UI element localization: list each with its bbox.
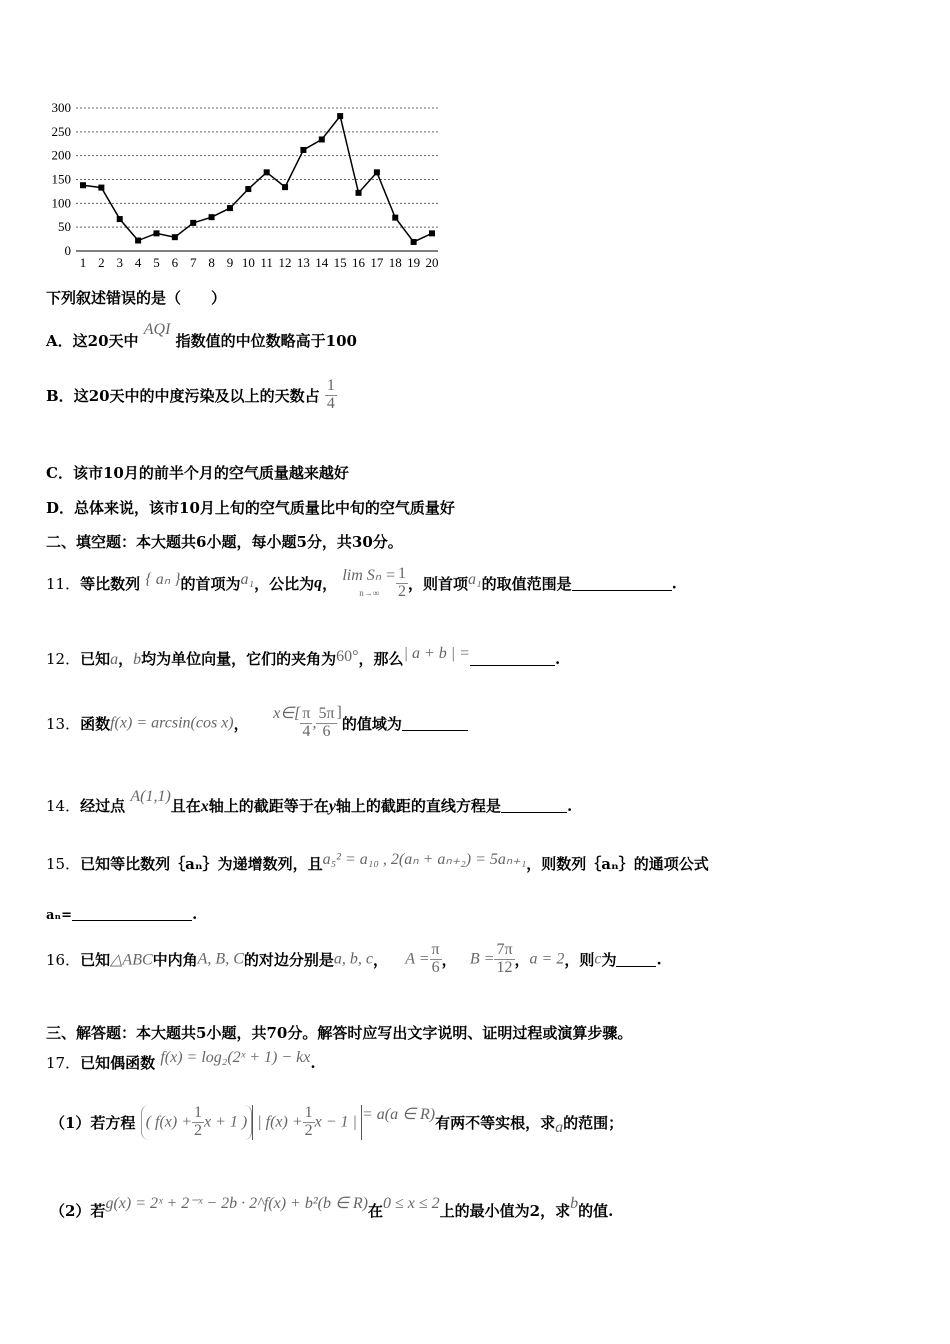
question-12: 12．已知a，b均为单位向量，它们的夹角为60°，那么| a + b | = . <box>46 645 561 668</box>
x-tick-label: 18 <box>388 255 402 270</box>
y-tick-label: 150 <box>51 171 71 187</box>
q13-answer-blank[interactable] <box>402 716 468 731</box>
data-point <box>319 136 325 142</box>
x-tick-label: 6 <box>171 255 179 270</box>
q17-g-function: g(x) = 2ˣ + 2⁻ˣ − 2b · 2^f(x) + b²(b ∈ R) <box>105 1195 368 1212</box>
data-point <box>227 205 233 211</box>
data-point <box>135 238 141 244</box>
option-b-text: 这20天中的中度污染及以上的天数占 <box>73 386 320 405</box>
x-tick-label: 9 <box>226 255 234 270</box>
q16-answer-blank[interactable] <box>616 952 656 967</box>
x-tick-label: 12 <box>278 255 292 270</box>
q10-option-d[interactable]: D．总体来说，该市10月上旬的空气质量比中旬的空气质量好 <box>46 499 455 517</box>
data-point <box>264 169 270 175</box>
x-tick-label: 13 <box>296 255 310 270</box>
section-3-heading: 三、解答题：本大题共5小题，共70分。解答时应写出文字说明、证明过程或演算步骤。 <box>46 1024 633 1042</box>
q13-function: f(x) = arcsin(cos x) <box>110 714 234 732</box>
data-point <box>190 220 196 226</box>
fraction-one-quarter: $\frac{1}{4}$ <box>326 377 335 412</box>
data-point <box>300 147 306 153</box>
q11-sequence: { aₙ } <box>145 571 181 589</box>
option-a-text-post: 指数值的中位数略高于100 <box>175 332 357 350</box>
data-point <box>80 182 86 188</box>
y-tick-label: 200 <box>51 147 71 163</box>
question-11: 11．等比数列 { aₙ }的首项为a₁，公比为q， lim Sₙ = n→∞ $\frac{1}{2}$ ，则首项a₁的取值范围是 . <box>46 565 677 600</box>
data-point <box>429 230 435 236</box>
x-tick-label: 8 <box>208 255 215 270</box>
data-point <box>117 216 123 222</box>
option-b-label: B． <box>46 386 74 405</box>
x-tick-label: 15 <box>333 255 347 270</box>
x-tick-label: 20 <box>425 255 439 270</box>
data-point <box>392 215 398 221</box>
question-17-part-1: （1）若方程 ( f(x) + $\frac{1}{2}$ x + 1 ) | f(x) + $\frac{1}{2}$ x − 1 | = a(a ∈ R)有两不等实根，求a的范围； <box>50 1104 624 1139</box>
question-14: 14．经过点 A(1,1)且在x轴上的截距等于在y轴上的截距的直线方程是 . <box>46 788 573 815</box>
aqi-line-chart <box>40 96 440 276</box>
y-tick-label: 0 <box>64 243 71 258</box>
x-tick-label: 14 <box>315 255 329 270</box>
option-a-label: A． <box>46 332 73 350</box>
x-tick-label: 11 <box>260 255 273 270</box>
x-tick-label: 10 <box>241 255 255 270</box>
q17-function: f(x) = log₂(2ˣ + 1) − kx <box>160 1049 311 1066</box>
q11-fraction: $\frac{1}{2}$ <box>397 565 406 600</box>
section-2-heading: 二、填空题：本大题共6小题，每小题5分，共30分。 <box>46 533 403 551</box>
question-13: 13．函数f(x) = arcsin(cos x)， x∈[ $\frac{\pi}{4}$ , $\frac{5\pi}{6}$ ]的值域为 <box>46 706 468 741</box>
data-point <box>282 184 288 190</box>
q12-norm: | a + b | = <box>403 645 470 662</box>
y-tick-label: 300 <box>51 100 71 115</box>
y-tick-label: 100 <box>51 195 71 211</box>
x-tick-label: 3 <box>116 255 123 270</box>
q11-limit: lim Sₙ = <box>342 566 396 584</box>
question-15-answer-line: aₙ= . <box>46 905 198 923</box>
q15-answer-blank[interactable] <box>72 906 192 921</box>
data-point <box>209 214 215 220</box>
x-tick-label: 5 <box>153 255 160 270</box>
q11-answer-blank[interactable] <box>572 576 672 591</box>
x-tick-label: 2 <box>98 255 105 270</box>
data-point <box>172 234 178 240</box>
x-tick-label: 16 <box>352 255 366 270</box>
data-point <box>245 186 251 192</box>
q11-number: 11． <box>46 574 81 593</box>
x-tick-label: 4 <box>134 255 142 270</box>
q10-stem: 下列叙述错误的是（ ） <box>46 289 227 307</box>
data-point <box>153 230 159 236</box>
data-point <box>98 185 104 191</box>
data-point <box>411 239 417 245</box>
q10-option-c[interactable]: C．该市10月的前半个月的空气质量越来越好 <box>46 464 349 482</box>
y-tick-label: 250 <box>51 123 71 139</box>
q14-answer-blank[interactable] <box>501 798 567 813</box>
q12-answer-blank[interactable] <box>470 651 555 666</box>
q10-option-a[interactable] <box>46 321 357 351</box>
x-tick-label: 17 <box>370 255 384 270</box>
data-point <box>356 190 362 196</box>
question-16: 16．已知△ABC中内角A, B, C的对边分别是a, b, c， A = $\frac{\pi}{6}$ ， B = $\frac{7\pi}{12}$ ，a = 2，则c为 . <box>46 941 662 976</box>
x-tick-label: 7 <box>189 255 197 270</box>
question-17-part-2: （2）若g(x) = 2ˣ + 2⁻ˣ − 2b · 2^f(x) + b²(b ∈ R)在0 ≤ x ≤ 2上的最小值为2，求b的值. <box>50 1195 614 1220</box>
y-tick-label: 50 <box>58 219 71 235</box>
question-15: 15．已知等比数列｛aₙ｝为递增数列，且a₅² = a₁₀ , 2(aₙ + aₙ₊₂) = 5aₙ₊₁，则数列｛aₙ｝的通项公式 <box>46 851 709 873</box>
data-point <box>374 169 380 175</box>
x-tick-label: 1 <box>79 255 87 270</box>
data-point <box>337 113 343 119</box>
option-a-text-pre: 这20天中 <box>72 332 139 350</box>
aqi-math: AQI <box>143 321 171 338</box>
q10-option-b[interactable] <box>46 378 337 413</box>
question-17: 17．已知偶函数 f(x) = log₂(2ˣ + 1) − kx. <box>46 1049 316 1072</box>
q15-condition: a₅² = a₁₀ , 2(aₙ + aₙ₊₂) = 5aₙ₊₁ <box>322 851 527 868</box>
x-tick-label: 19 <box>407 255 421 270</box>
